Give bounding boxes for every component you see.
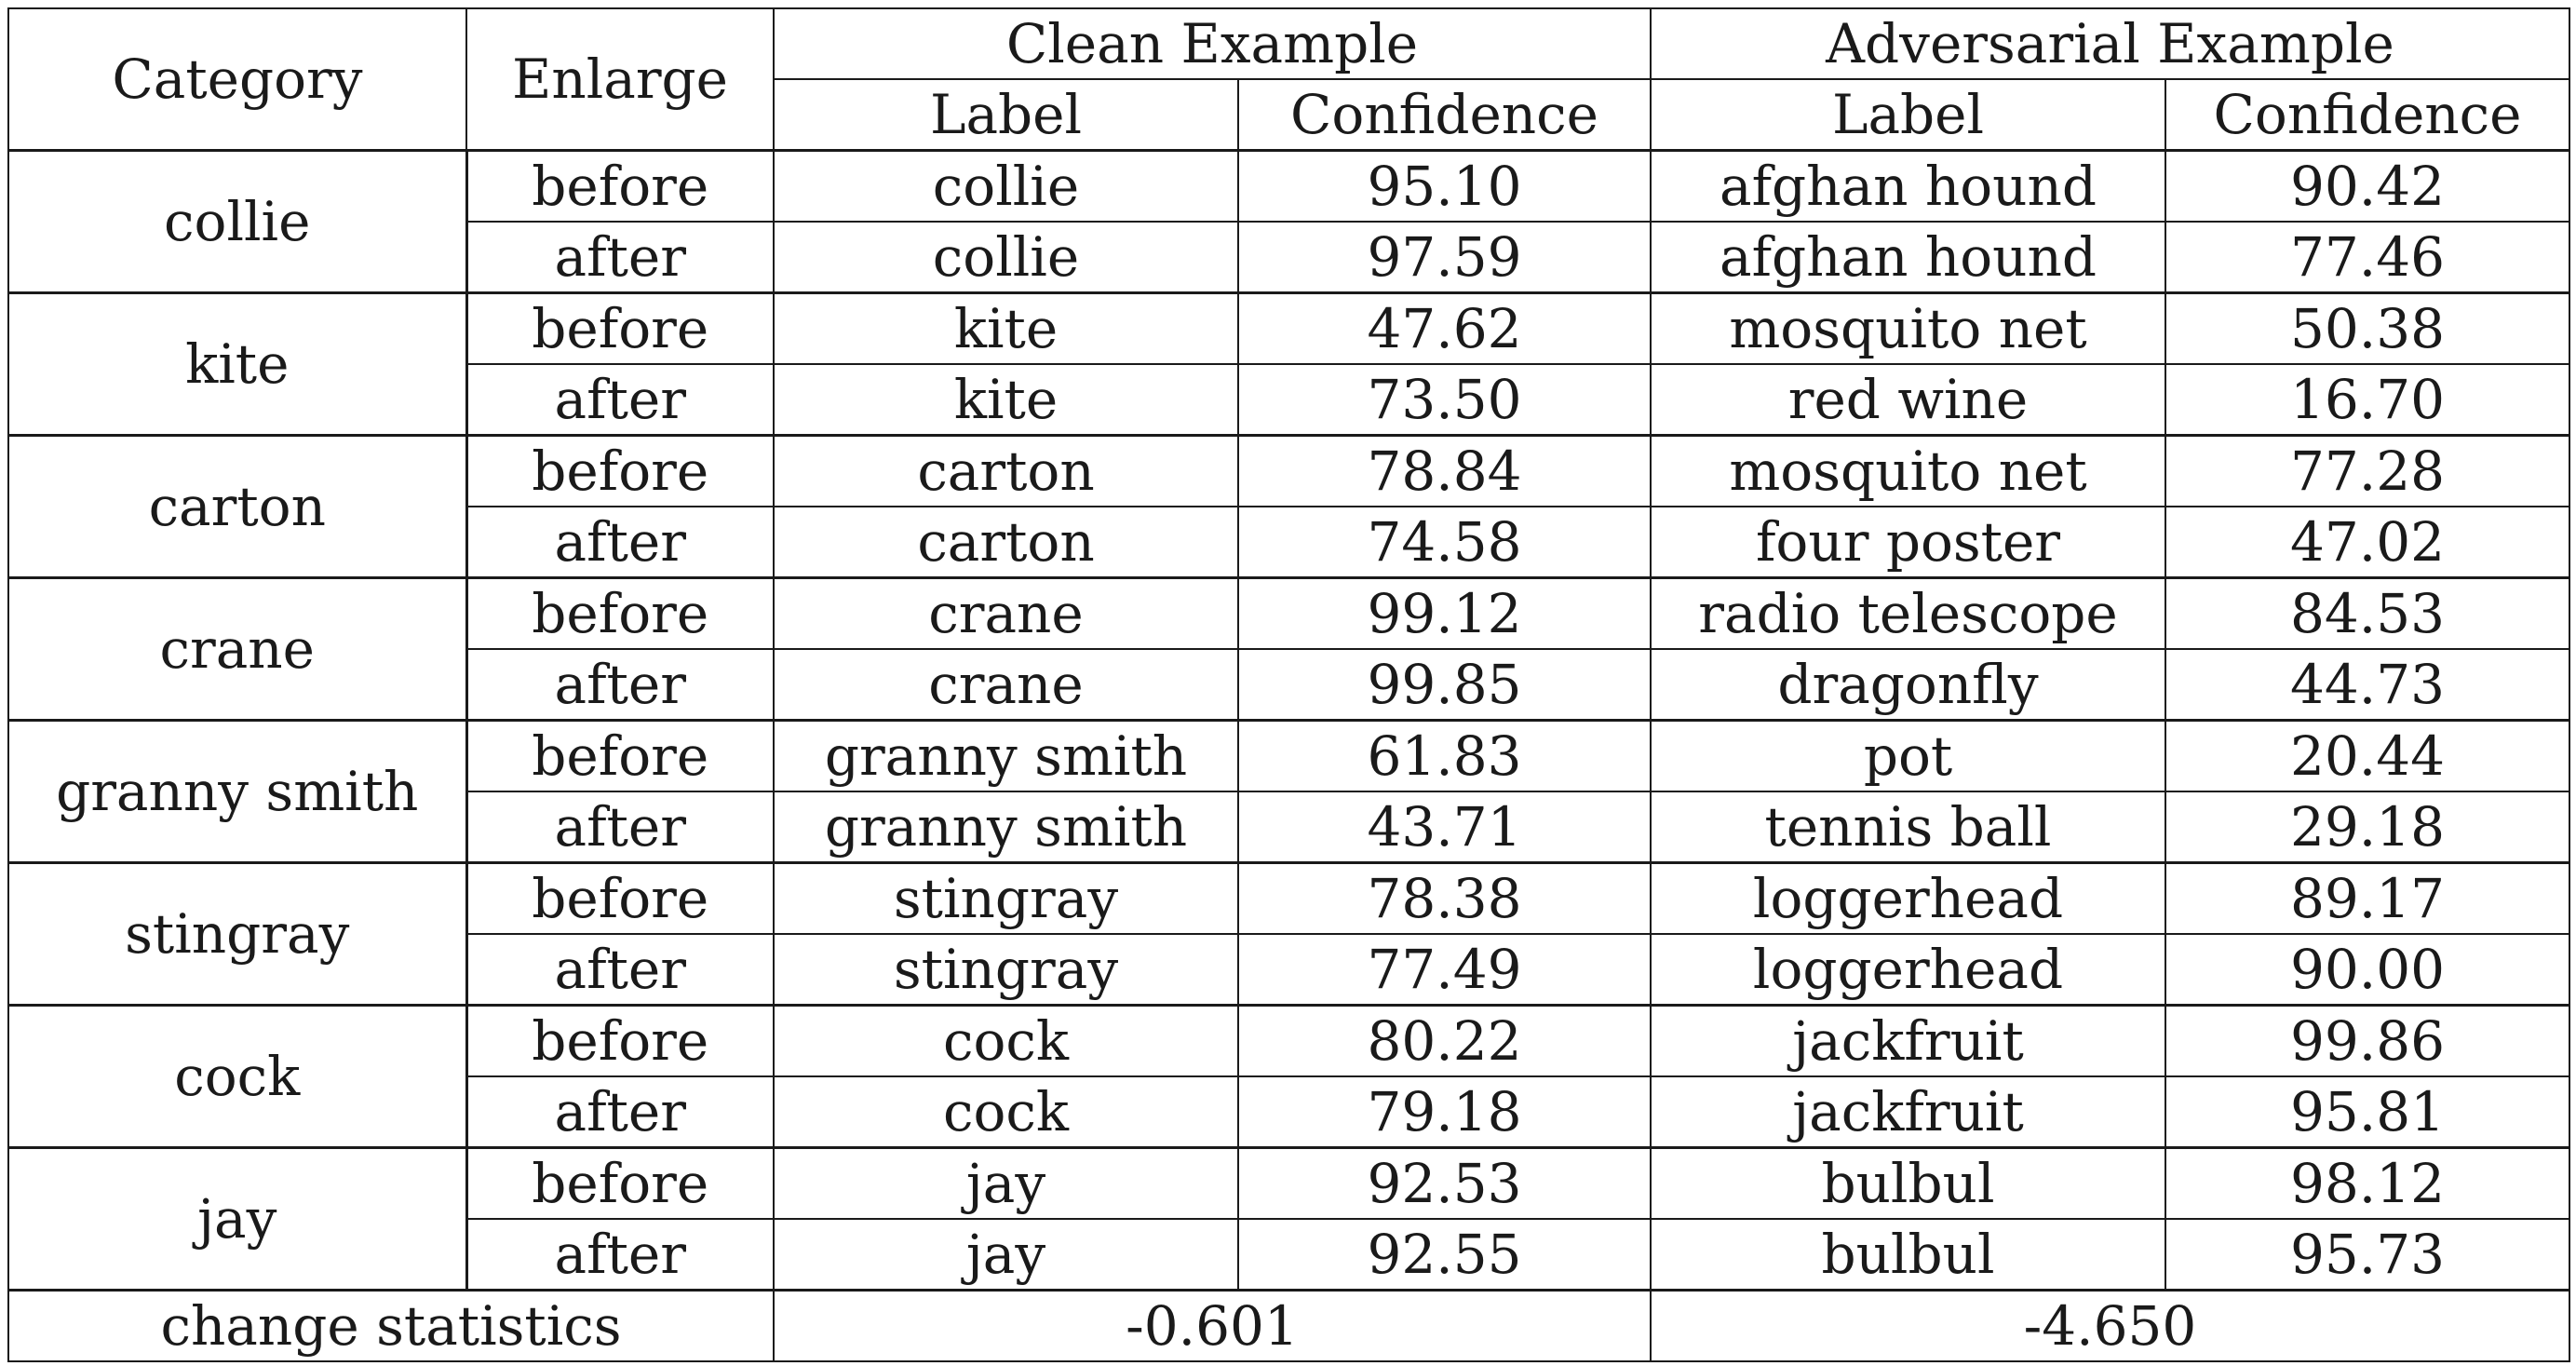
clean-label-cell: cock (774, 1076, 1238, 1148)
results-table (7, 7, 2570, 1362)
adv-label-cell: loggerhead (1651, 934, 2165, 1006)
clean-confidence-cell: 43.71 (1238, 791, 1651, 863)
adv-confidence-cell: 16.70 (2165, 364, 2569, 436)
adv-label-cell: radio telescope (1651, 578, 2165, 650)
enlarge-cell: after (466, 364, 774, 436)
clean-label-cell: crane (774, 578, 1238, 650)
header-adv-label: Label (1651, 79, 2165, 151)
clean-confidence-cell: 79.18 (1238, 1076, 1651, 1148)
header-category: Category (8, 8, 466, 151)
adv-label-cell: bulbul (1651, 1219, 2165, 1291)
clean-label-cell: collie (774, 151, 1238, 223)
clean-label-cell: kite (774, 364, 1238, 436)
enlarge-cell: after (466, 934, 774, 1006)
category-cell: kite (8, 293, 466, 436)
header-clean-example: Clean Example (774, 8, 1651, 79)
adv-confidence-cell: 77.46 (2165, 222, 2569, 293)
adv-confidence-cell: 95.81 (2165, 1076, 2569, 1148)
clean-label-cell: granny smith (774, 721, 1238, 792)
clean-label-cell: kite (774, 293, 1238, 365)
clean-confidence-cell: 95.10 (1238, 151, 1651, 223)
clean-confidence-cell: 99.12 (1238, 578, 1651, 650)
enlarge-cell: before (466, 1006, 774, 1077)
adv-label-cell: dragonfly (1651, 649, 2165, 721)
table-row (8, 293, 2569, 365)
enlarge-cell: before (466, 863, 774, 935)
clean-confidence-cell: 61.83 (1238, 721, 1651, 792)
category-cell: collie (8, 151, 466, 293)
table-row (8, 721, 2569, 792)
footer-change-statistics-label: change statistics (8, 1291, 774, 1362)
clean-confidence-cell: 47.62 (1238, 293, 1651, 365)
enlarge-cell: after (466, 507, 774, 578)
enlarge-cell: before (466, 436, 774, 507)
clean-label-cell: carton (774, 507, 1238, 578)
category-cell: stingray (8, 863, 466, 1006)
adv-label-cell: red wine (1651, 364, 2165, 436)
clean-confidence-cell: 92.53 (1238, 1148, 1651, 1220)
category-cell: granny smith (8, 721, 466, 863)
clean-label-cell: stingray (774, 934, 1238, 1006)
adv-label-cell: bulbul (1651, 1148, 2165, 1220)
table-row (8, 151, 2569, 223)
enlarge-cell: after (466, 649, 774, 721)
header-clean-confidence: Confidence (1238, 79, 1651, 151)
adv-label-cell: mosquito net (1651, 293, 2165, 365)
footer-clean-change: -0.601 (774, 1291, 1651, 1362)
adv-label-cell: loggerhead (1651, 863, 2165, 935)
enlarge-cell: after (466, 1076, 774, 1148)
clean-label-cell: carton (774, 436, 1238, 507)
footer-adv-change: -4.650 (1651, 1291, 2569, 1362)
clean-label-cell: crane (774, 649, 1238, 721)
adv-label-cell: tennis ball (1651, 791, 2165, 863)
adv-label-cell: jackfruit (1651, 1006, 2165, 1077)
table-body (8, 151, 2569, 1291)
clean-confidence-cell: 80.22 (1238, 1006, 1651, 1077)
enlarge-cell: after (466, 1219, 774, 1291)
table-row (8, 1006, 2569, 1077)
adv-label-cell: afghan hound (1651, 151, 2165, 223)
results-table-container (7, 7, 2570, 1362)
enlarge-cell: before (466, 578, 774, 650)
enlarge-cell: before (466, 721, 774, 792)
category-cell: carton (8, 436, 466, 578)
adv-confidence-cell: 95.73 (2165, 1219, 2569, 1291)
adv-confidence-cell: 84.53 (2165, 578, 2569, 650)
adv-confidence-cell: 50.38 (2165, 293, 2569, 365)
enlarge-cell: after (466, 222, 774, 293)
adv-confidence-cell: 99.86 (2165, 1006, 2569, 1077)
enlarge-cell: after (466, 791, 774, 863)
clean-confidence-cell: 73.50 (1238, 364, 1651, 436)
header-enlarge: Enlarge (466, 8, 774, 151)
clean-label-cell: jay (774, 1148, 1238, 1220)
clean-label-cell: stingray (774, 863, 1238, 935)
adv-label-cell: mosquito net (1651, 436, 2165, 507)
adv-confidence-cell: 44.73 (2165, 649, 2569, 721)
enlarge-cell: before (466, 1148, 774, 1220)
adv-label-cell: pot (1651, 721, 2165, 792)
enlarge-cell: before (466, 151, 774, 223)
clean-confidence-cell: 77.49 (1238, 934, 1651, 1006)
table-row (8, 1148, 2569, 1220)
adv-confidence-cell: 98.12 (2165, 1148, 2569, 1220)
clean-confidence-cell: 97.59 (1238, 222, 1651, 293)
adv-confidence-cell: 90.00 (2165, 934, 2569, 1006)
adv-confidence-cell: 89.17 (2165, 863, 2569, 935)
clean-confidence-cell: 78.84 (1238, 436, 1651, 507)
table-row (8, 578, 2569, 650)
adv-confidence-cell: 77.28 (2165, 436, 2569, 507)
adv-label-cell: jackfruit (1651, 1076, 2165, 1148)
table-footer (8, 1291, 2569, 1362)
adv-confidence-cell: 20.44 (2165, 721, 2569, 792)
clean-label-cell: jay (774, 1219, 1238, 1291)
table-row (8, 436, 2569, 507)
clean-label-cell: collie (774, 222, 1238, 293)
table-row (8, 863, 2569, 935)
clean-label-cell: cock (774, 1006, 1238, 1077)
enlarge-cell: before (466, 293, 774, 365)
header-clean-label: Label (774, 79, 1238, 151)
category-cell: crane (8, 578, 466, 721)
category-cell: cock (8, 1006, 466, 1148)
header-adv-confidence: Confidence (2165, 79, 2569, 151)
category-cell: jay (8, 1148, 466, 1291)
adv-confidence-cell: 29.18 (2165, 791, 2569, 863)
clean-confidence-cell: 78.38 (1238, 863, 1651, 935)
adv-label-cell: four poster (1651, 507, 2165, 578)
clean-label-cell: granny smith (774, 791, 1238, 863)
clean-confidence-cell: 99.85 (1238, 649, 1651, 721)
adv-confidence-cell: 90.42 (2165, 151, 2569, 223)
clean-confidence-cell: 74.58 (1238, 507, 1651, 578)
table-header (8, 8, 2569, 151)
adv-label-cell: afghan hound (1651, 222, 2165, 293)
adv-confidence-cell: 47.02 (2165, 507, 2569, 578)
clean-confidence-cell: 92.55 (1238, 1219, 1651, 1291)
header-adversarial-example: Adversarial Example (1651, 8, 2569, 79)
